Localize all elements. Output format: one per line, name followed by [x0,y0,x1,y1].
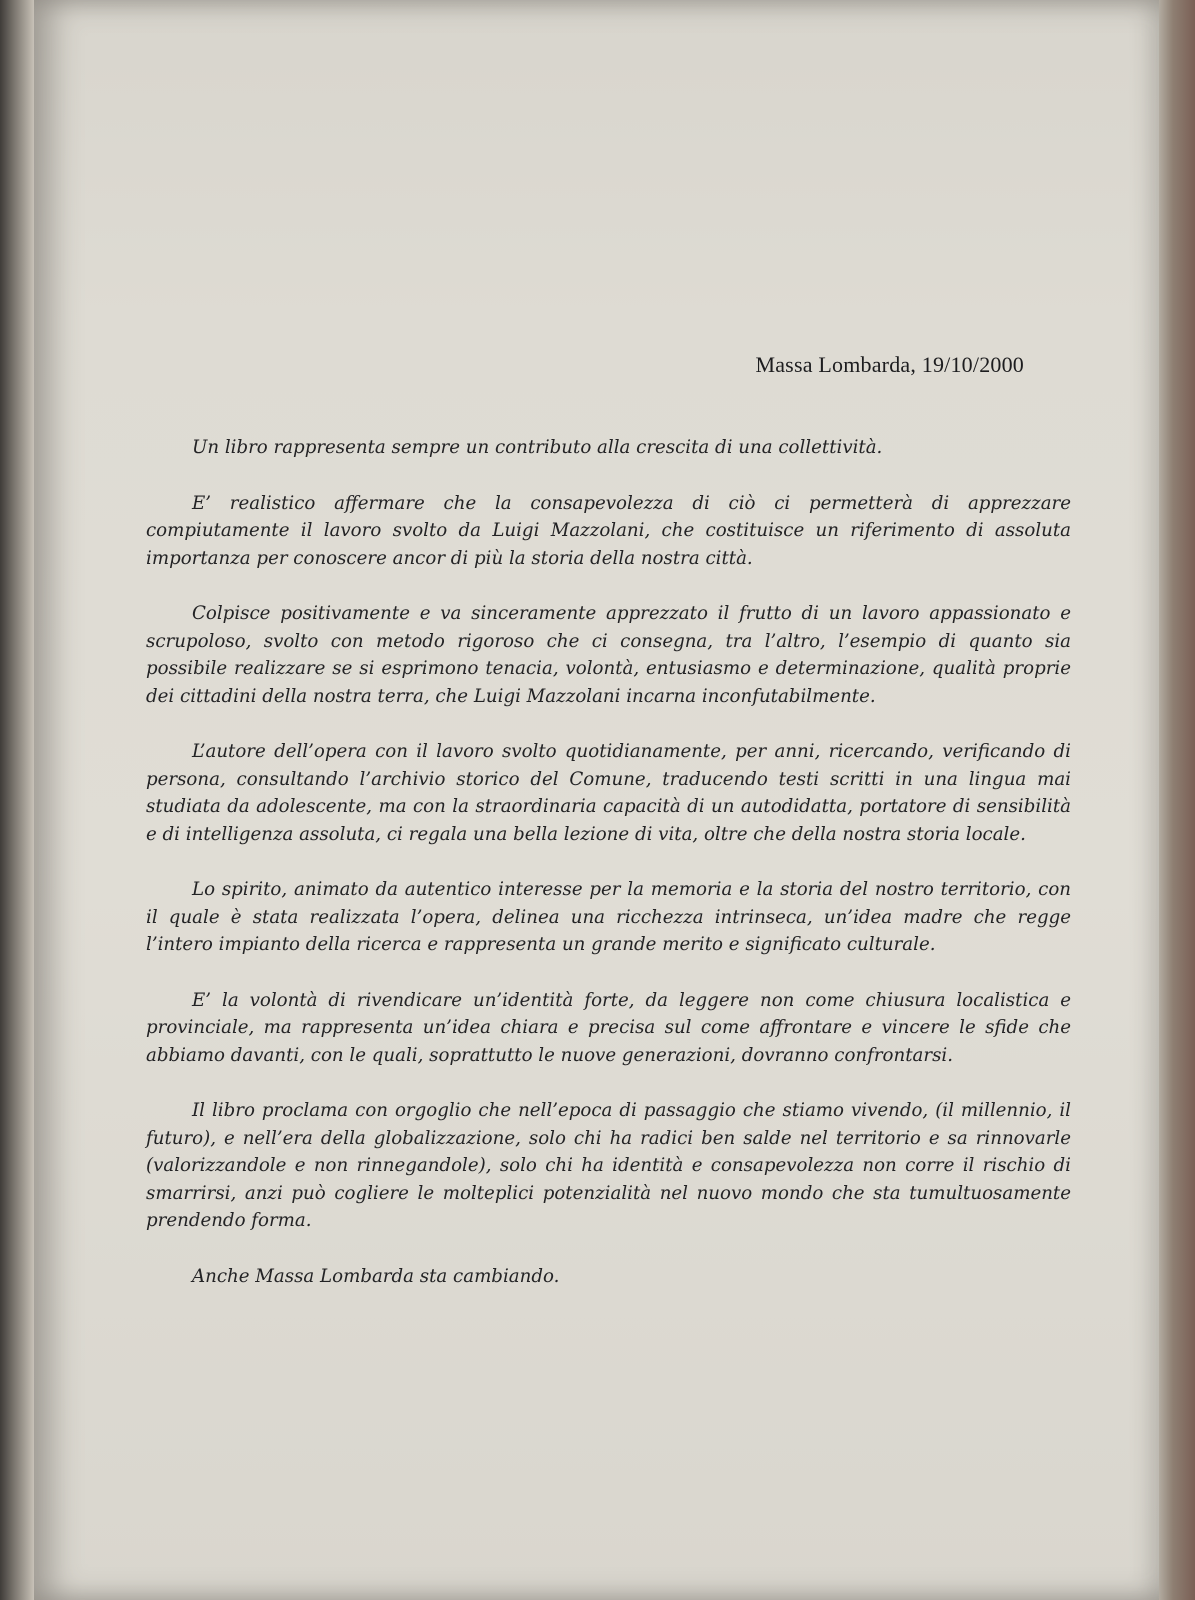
paragraph: L’autore dell’opera con il lavoro svolto quotidianamente, per anni, ricercando, verificando di persona, consultando l’archivio storico del Comune, traducendo testi scritti in una lingua mai studiata da adolescente, ma con la straordinaria capacità di un autodidatta, portatore di sensibilità e di intelligenza assoluta, ci regala una bella lezione di vita, oltre che della nostra storia locale. [146,741,1071,845]
paragraph: Un libro rappresenta sempre un contributo alla crescita di una collettività. [192,437,883,458]
paragraph: Anche Massa Lombarda sta cambiando. [192,1265,560,1287]
show-through-text [154,290,1039,322]
paragraph: Lo spirito, animato da autentico interesse per la memoria e la storia del nostro territorio, con il quale è stata realizzata l’opera, delinea una ricchezza intrinseca, un’idea madre che regge l’intero impianto della ricerca e rappresenta un grande merito e significato culturale. [146,879,1071,955]
paragraph: E’ realistico affermare che la consapevolezza di ciò ci permetterà di apprezzare compiutamente il lavoro svolto da Luigi Mazzolani, che costituisce un riferimento di assoluta importanza per conoscere ancor di più la storia della nostra città. [146,492,1071,569]
date-line: Massa Lombarda, 19/10/2000 [755,352,1024,377]
book-page [34,0,1159,1600]
binding-shadow [0,0,36,1600]
letter-body [146,434,1071,1290]
paragraph: E’ la volontà di rivendicare un’identità forte, da leggere non come chiusura localistica e provinciale, ma rappresenta un’idea chiara e precisa sul come affrontare e vincere le sfide che abbiamo davanti, con le quali, soprattutto le nuove generazioni, dovranno confrontarsi. [146,989,1071,1066]
paragraph: Colpisce positivamente e va sinceramente apprezzato il frutto di un lavoro appassionato e scrupoloso, svolto con metodo rigoroso che ci consegna, tra l’altro, l’esempio di quanto sia possibile realizzare se si esprimono tenacia, volontà, entusiasmo e determinazione, qualità proprie dei cittadini della nostra terra, che Luigi Mazzolani incarna inconfutabilmente. [146,603,1071,707]
next-page-edge [1155,0,1195,1600]
paragraph: Il libro proclama con orgoglio che nell’epoca di passaggio che stiamo vivendo, (il millennio, il futuro), e nell’era della globalizzazione, solo chi ha radici ben salde nel territorio e sa rinnovarle (valorizzandole e non rinnegandole), solo chi ha identità e consapevolezza non corre il rischio di smarrirsi, anzi può cogliere le molteplici potenzialità nel nuovo mondo che sta tumultuosamente prendendo forma. [146,1100,1071,1231]
